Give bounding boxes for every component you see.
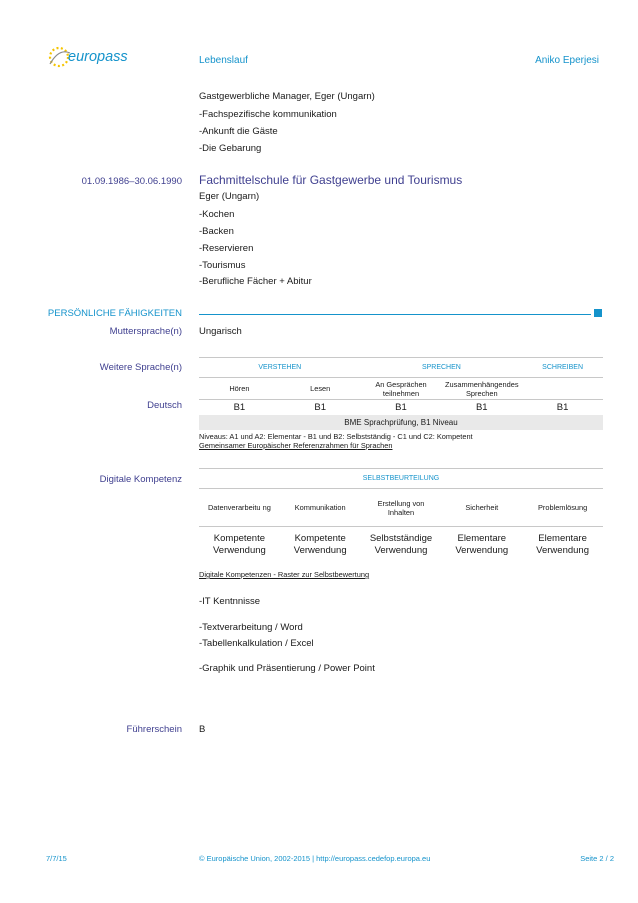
it-item: -IT Kentnnisse bbox=[199, 596, 261, 607]
job-item: -Ankunft die Gäste bbox=[199, 126, 278, 137]
mother-tongue-label: Muttersprache(n) bbox=[109, 326, 182, 337]
job-item: -Fachspezifische kommunikation bbox=[199, 109, 337, 120]
job-title: Gastgewerbliche Manager, Eger (Ungarn) bbox=[199, 91, 375, 102]
it-item: -Tabellenkalkulation / Excel bbox=[199, 638, 314, 649]
education-location: Eger (Ungarn) bbox=[199, 191, 260, 202]
footer-date: 7/7/15 bbox=[46, 854, 67, 863]
digital-value: Kompetente Verwendung bbox=[280, 527, 361, 563]
language-table bbox=[199, 357, 603, 430]
level-cell: B1 bbox=[441, 400, 522, 415]
digital-category: Sicherheit bbox=[441, 489, 522, 527]
sub-header: Hören bbox=[199, 378, 280, 400]
digital-value: Selbstständige Verwendung bbox=[361, 527, 442, 563]
license-value: B bbox=[199, 724, 206, 735]
logo-text: europass bbox=[68, 49, 128, 65]
digital-category: Kommunikation bbox=[280, 489, 361, 527]
level-cell: B1 bbox=[199, 400, 280, 415]
section-divider bbox=[199, 314, 591, 315]
digital-category: Problemlösung bbox=[522, 489, 603, 527]
person-name: Aniko Eperjesi bbox=[535, 55, 599, 66]
group-header: SPRECHEN bbox=[361, 358, 523, 378]
education-title: Fachmittelschule für Gastgewerbe und Tourismus bbox=[199, 173, 463, 187]
footer-copyright[interactable]: © Europäische Union, 2002-2015 | http://europass.cedefop.europa.eu bbox=[199, 854, 431, 863]
digital-table bbox=[199, 468, 603, 563]
education-item: -Tourismus bbox=[199, 260, 246, 271]
sub-header: Lesen bbox=[280, 378, 361, 400]
footer-page: Seite 2 / 2 bbox=[580, 854, 614, 863]
cefr-link[interactable]: Gemeinsamer Europäischer Referenzrahmen für Sprachen bbox=[199, 441, 393, 450]
sub-header: Zusammenhängendes Sprechen bbox=[441, 378, 522, 400]
digital-value: Kompetente Verwendung bbox=[199, 527, 280, 563]
education-item: -Berufliche Fächer + Abitur bbox=[199, 276, 312, 287]
license-label: Führerschein bbox=[126, 724, 182, 735]
digital-category: Datenverarbeitu ng bbox=[199, 489, 280, 527]
group-header: SCHREIBEN bbox=[522, 358, 603, 378]
level-cell: B1 bbox=[522, 400, 603, 415]
job-item: -Die Gebarung bbox=[199, 143, 262, 154]
digital-label: Digitale Kompetenz bbox=[99, 474, 182, 485]
europass-logo bbox=[44, 44, 134, 70]
digital-header: SELBSTBEURTEILUNG bbox=[199, 469, 603, 489]
certificate: BME Sprachprüfung, B1 Niveau bbox=[199, 415, 603, 430]
it-item: -Graphik und Präsentierung / Power Point bbox=[199, 663, 375, 674]
digital-category: Erstellung von Inhalten bbox=[361, 489, 442, 527]
digital-value: Elementare Verwendung bbox=[441, 527, 522, 563]
level-cell: B1 bbox=[361, 400, 442, 415]
digital-grid-link[interactable]: Digitale Kompetenzen - Raster zur Selbstbewertung bbox=[199, 570, 370, 579]
group-header: VERSTEHEN bbox=[199, 358, 361, 378]
section-title: PERSÖNLICHE FÄHIGKEITEN bbox=[47, 308, 182, 319]
digital-value: Elementare Verwendung bbox=[522, 527, 603, 563]
language-name: Deutsch bbox=[147, 400, 182, 411]
other-lang-label: Weitere Sprache(n) bbox=[99, 362, 182, 373]
doc-type: Lebenslauf bbox=[199, 55, 248, 66]
section-marker bbox=[594, 309, 602, 317]
education-dates: 01.09.1986–30.06.1990 bbox=[81, 176, 182, 187]
level-cell: B1 bbox=[280, 400, 361, 415]
it-item: -Textverarbeitung / Word bbox=[199, 622, 303, 633]
education-item: -Backen bbox=[199, 226, 234, 237]
sub-header: An Gesprächen teilnehmen bbox=[361, 378, 442, 400]
mother-tongue-value: Ungarisch bbox=[199, 326, 242, 337]
education-item: -Reservieren bbox=[199, 243, 254, 254]
education-item: -Kochen bbox=[199, 209, 235, 220]
level-legend: Niveaus: A1 und A2: Elementar - B1 und B2: Selbstständig - C1 und C2: Kompetent bbox=[199, 432, 473, 441]
